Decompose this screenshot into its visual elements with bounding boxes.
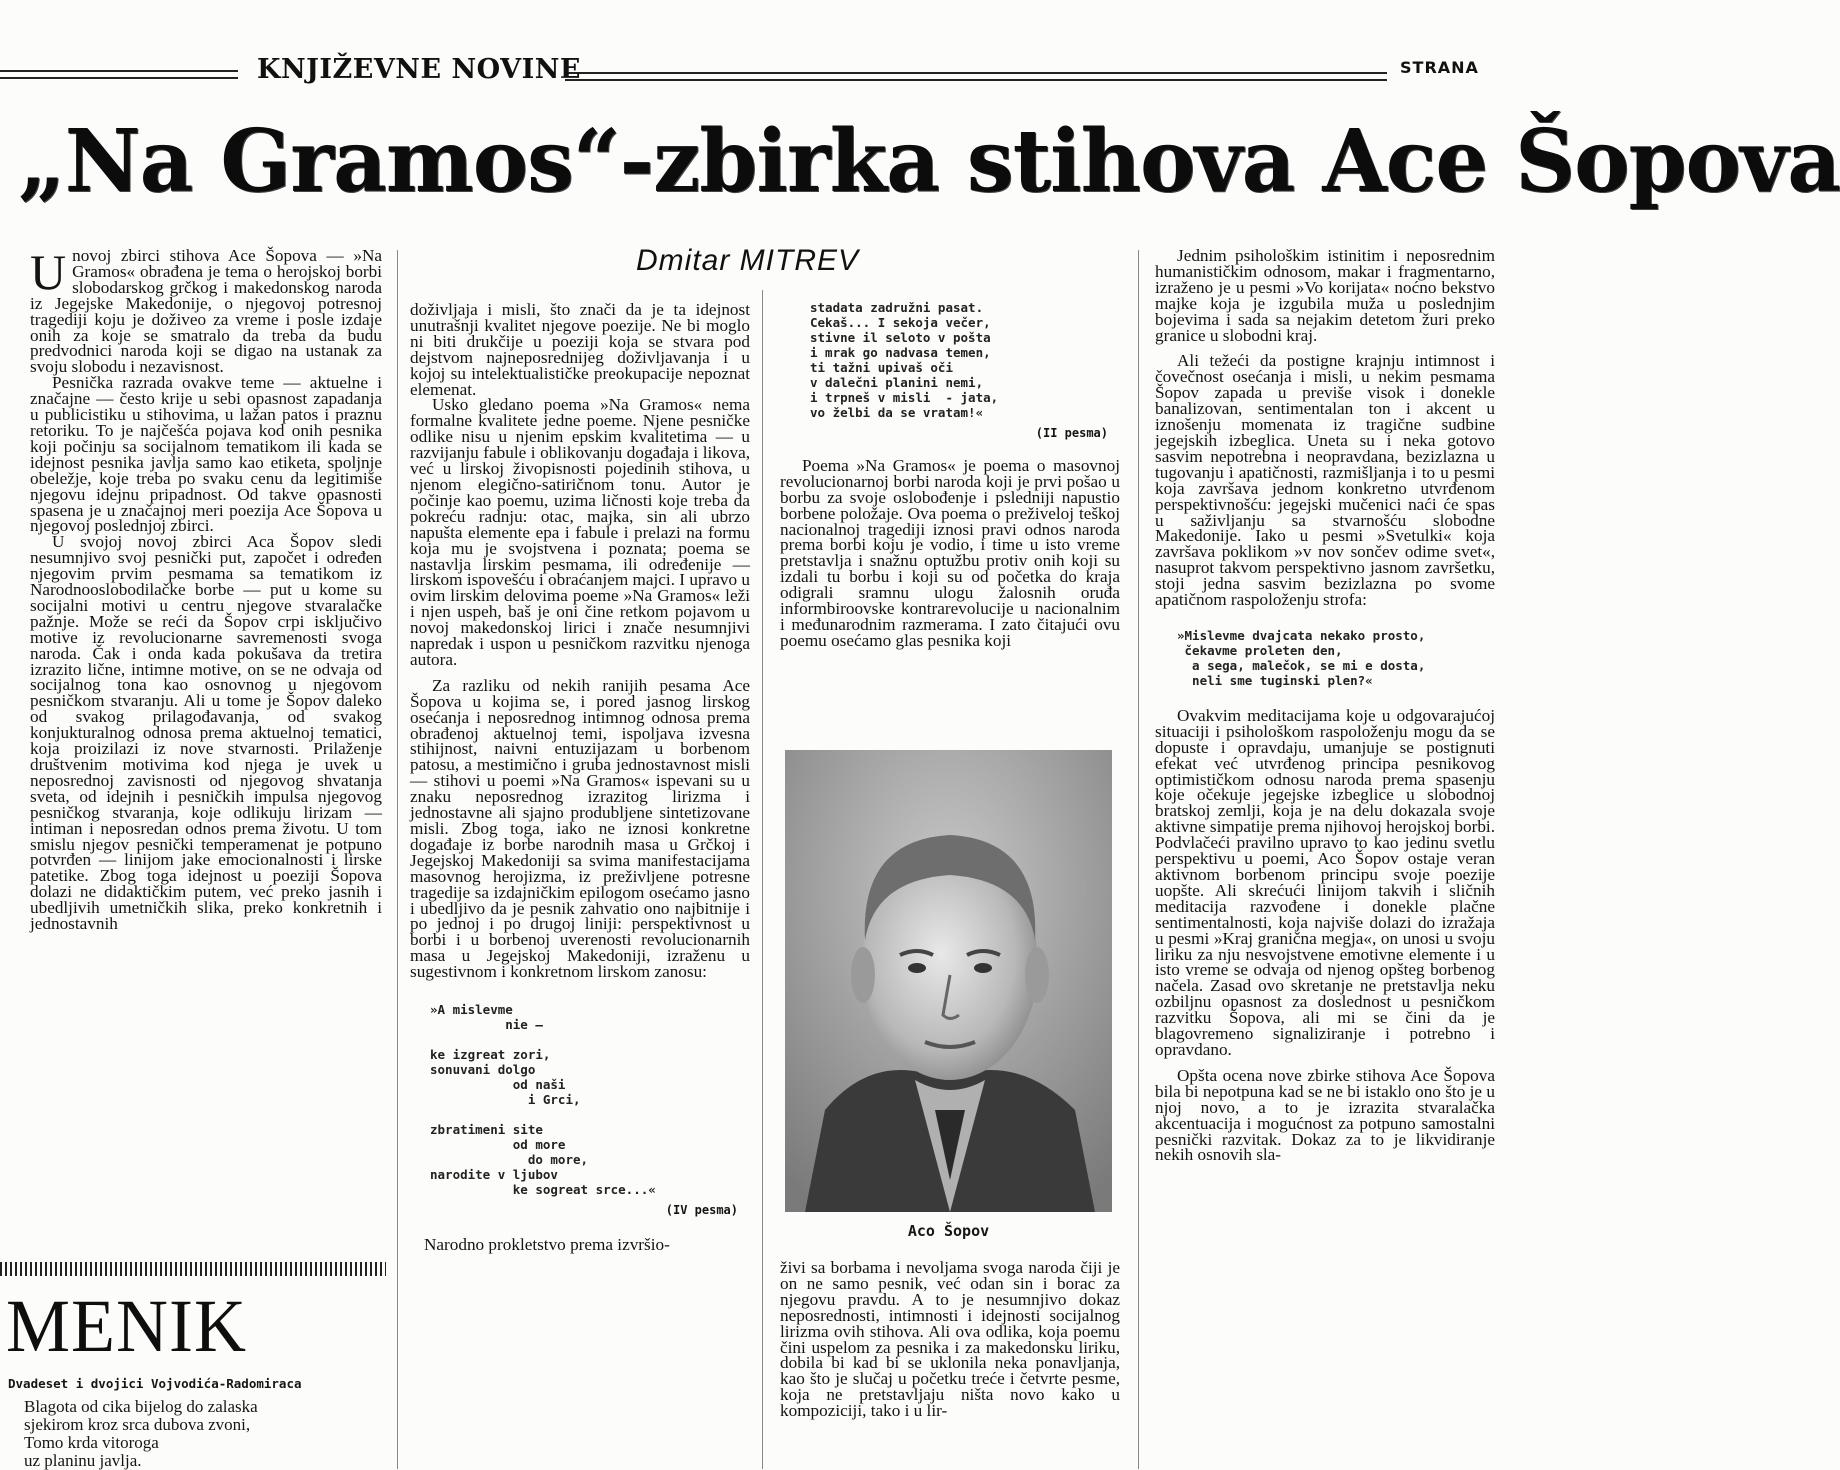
page-label: STRANA: [1400, 58, 1479, 77]
header-rule-left: [0, 70, 238, 79]
poem-line: Blagota od cika bijelog do zalaska: [24, 1397, 258, 1416]
article-paragraph: Ali težeći da postigne krajnju intimnost i čovečnost osećanja i misli, u nekim pesmama Šopov zapada u previše visok i donekle banalizovan, sentimentalan ton i akcent u iznošenju momenata iz tragične sudbine jegejskih izbeglica. Uneta su i neka gotovo sasvim nepotrebna i neopravdana, bezizlazna u tugovanju i apatičnosti, razmišljanja i to u pesmi koja završava jednom konkretno utvrđenom perspektivnošću: jegejski mučenici naći će spas u saživljanju sa stvarnošću slobodne Makedonije. Iako u pesmi »Svetulki« koja završava poklikom »v nov sončev odime svet«, nasuprot takvom perspektivno jasnom završetku, stoji jedna sasvim bezizlazna po svome apatičnom raspoloženju strofa:: [1155, 351, 1495, 610]
column-separator: [397, 250, 398, 1469]
article-paragraph: Narodno prokletstvo prema izvršio-: [424, 1234, 670, 1254]
poem-line: sjekirom kroz srca dubova zvoni,: [24, 1415, 251, 1434]
side-box-poem: [24, 1398, 384, 1470]
poem-source: (IV pesma): [665, 1203, 738, 1218]
article-column-3: [780, 300, 1120, 649]
side-box-subtitle: Dvadeset i dvojici Vojvodića-Radomiraca: [8, 1376, 302, 1391]
poem-line: Tomo krda vitoroga: [24, 1433, 159, 1452]
article-paragraph: [30, 244, 382, 377]
article-byline: Dmitar MITREV: [636, 244, 859, 277]
box-top-border: [0, 1262, 386, 1276]
article-column-2: [410, 302, 750, 1253]
poem-excerpt: »A mislevme nie — ke izgreat zori, sonuvani dolgo od naši i Grci, zbratimeni site od more do more, narodite v ljubov ke sogreat srce...«: [430, 1002, 656, 1198]
article-column-1: [30, 244, 382, 934]
masthead: KNJIŽEVNE NOVINE: [257, 54, 582, 85]
article-paragraph: Ovakvim meditacijama koje u odgovarajućoj situaciji i psihološkom raspoloženju mogu da se dopuste i opravdaju, umanjuje se postignuti efekat već utvrđenog principa pesnikovog optimističkom odnosu naroda prema spasenju koje očekuje jegejske izbeglice u slobodnoj bratskoj zemlji, koja je na delu dokazala svoje aktivne simpatije prema njihovoj herojskoj borbi. Podvlačeći pravilno upravo to kao jedinu svetlu perspektivu u poemi, Aco Šopov ostaje veran aktivnom borbenom principu svoje poezije uopšte. Ali skrećući linijom takvih i sličnih meditacija razvođene i donekle plačne sentimentalnosti, koja najviše dolazi do izražaja u pesmi »Kraj granična megja«, on unosi u svoju liriku za nju nesvojstvene emotivne elemente i u isto vreme se odvaja od njenog opšteg borbenog načela. Zasad ovo skretanje ne pretstavlja neku ozbiljnu opasnost za doslednost u pesničkom razvitku Šopova, ali mi se čini da je blagovremeno signaliziranje i potrebno i opravdano.: [1155, 705, 1495, 1059]
poem-source: (II pesma): [1035, 426, 1108, 440]
column-separator: [762, 290, 763, 1469]
paragraph-text: novoj zbirci stihova Ace Šopova — »Na Gramos« obrađena je tema o herojskoj borbi slobodarskog grčkog i makedonskog naroda iz Jegejske Makedonije, o njegovoj potresnoj tragediji koju je doživeo za vreme i posle izdaje onih za koje se smatralo da treba da budu predvodnici naroda koji se digao na ustanak za svoju slobodu i nezavisnost.: [30, 246, 382, 377]
article-paragraph: Za razliku od nekih ranijih pesama Ace Šopova u kojima se, i pored jasnog lirskog osećanja i neposrednog intimnog odnosa prema obrađenoj aktuelnoj temi, ispoljava izvesna stihijnost, naivni entuzijazam u borbenom patosu, a mestimično i gruba jednostavnost misli — stihovi u poemi »Na Gramos« ispevani su u znaku neposrednog izrazitog lirizma i jednostavne ali sjajno produbljene sintetizovane misli. Zbog toga, iako ne iznosi konkretne događaje iz borbe narodnih masa u Grčkoj i Jegejskoj Makedoniji sa svima manifestacijama masovnog herojizma, iz preživljene potresne tragedije sa izdajničkim epilogom osećamo jasno i ubedljivo da je pesnik zahvatio ono najbitnije i po jednoj i po drugoj liniji: perspektivnost u borbi i u borbenoj uverenosti revolucionarnih masa u Jegejskoj Makedoniji, izraženu u sugestivnom i konkretnom lirskom zanosu:: [410, 675, 750, 982]
header-rule-right: [565, 72, 1387, 81]
author-photo: [785, 750, 1112, 1212]
article-paragraph: Pesnička razrada ovakve teme — aktuelne i značajne — često krije u sebi opasnost zapadanja u publicistiku u stihovima, u lažan patos i praznu retoriku. To je najčešća pojava kod onih pesnika koji počinju sa socijalnom tematikom ili kada se idejnost pesnika javlja samo kao etiketa, spoljnje obeležje, koje treba po svaku cenu da legitimiše njegovu idejnu pripadnost. Od takve opasnosti spasena je u značajnoj meri poezija Ace Šopova u njegovoj poslednjoj zbirci.: [30, 373, 382, 536]
article-paragraph: doživljaja i misli, što znači da je ta idejnost unutrašnji kvalitet njegove poezije. Ne bi moglo ni biti drukčije u poeziji koja se stvara pod dejstvom najneposrednijeg doživljavanja i u kojoj su intelektualističke preokupacije nepoznat elemenat.: [410, 300, 750, 399]
poem-excerpt: stadata zadružni pasat. Cekaš... I sekoja večer, stivne il seloto v pošta i mrak go nadvasa temen, ti tažni upivaš oči v dalečni planini nemi, i trpneš v misli - jata, vo želbi da se vratam!«: [810, 300, 999, 420]
article-paragraph: U svojoj novoj zbirci Aca Šopov sledi nesumnjivo svoj pesnički put, započet i određen njegovim prvim pesmama sa tematikom iz Narodnooslobodilačke borbe — put u kome su socijalni motivi u centru njegove stvaralačke pažnje. Može se reći da Šopov crpi isključivo motive iz revolucionarne savremenosti svoga naroda. Čak i onda kada pokušava da tretira izrazito lične, intimne motive, on se ne odvaja od socijalnog tona kao osnovnog u njegovom pesničkom stvaranju. Ali u tome je Šopov daleko od svakog prilagođavanja, od svakog konjukturalnog odnosa prema aktuelnoj tematici, koja proizilazi iz nove stvarnosti. Prilaženje društvenim motivima kod njega je uvek u neposrednoj zavisnosti od njegovog shvatanja sveta, od idejnih i pesničkih impulsa njegovog pesničkog stvaranja, koje odlikuju lirizam — intiman i neposredan odnos prema životu. U tom smislu njegov pesnički temperamenat je potpuno potvrđen — linijom jake emocionalnosti i lirske patetike. Zbog toga idejnost u poeziji Šopova dolazi ne didaktičkim putem, već preko jasnih i ubedljivih umetničkih slika, preko konkretnih i jednostavnih: [30, 532, 382, 934]
article-paragraph: Jednim psihološkim istinitim i neposrednim humanističkim odnosom, makar i fragmentarno, izraženo je u pesmi »Vo korijata« noćno bekstvo majke koja je izgubila muža u poslednjim bojevima i sada sa nejakim detetom žuri preko granice u slobodni kraj.: [1155, 246, 1495, 345]
article-paragraph: Usko gledano poema »Na Gramos« nema formalne kvalitete jedne poeme. Njene pesničke odlike nisu u njenim epskim kvalitetima — u razvijanju fabule i oblikovanju događaja i likova, već u lirskoj živopisnosti pojedinih stihova, u njenom elegično-satiričnom tonu. Autor je počinje kao poemu, uzima ličnosti koje treba da pokreću radnju: otac, majka, sin ali ubrzo napušta elemente epa i fabule i prelazi na formu koja mu je svojstvena i poznata; poema se nastavlja lirskim pesmama, ili određenije — lirskom ispovešću i obraćanjem majci. I upravo u ovim lirskim delovima poeme »Na Gramos« leži i njen uspeh, baš je oni čine retkom pojavom u novoj makedonskoj lirici i znače nesumnjivi napredak i uspon u pesničkom razvitku njenoga autora.: [410, 395, 750, 669]
photo-caption: Aco Šopov: [907, 1222, 990, 1240]
article-paragraph: Opšta ocena nove zbirke stihova Ace Šopova bila bi nepotpuna kad se ne bi istaklo ono što je u njoj novo, a to je izrazita stvaralačka akcentuacija i mogućnost za potpuno samostalni pesnički razvitak. Dokaz za to je likvidiranje nekih osnovih sla-: [1155, 1065, 1495, 1165]
article-column-3-continued: [780, 1260, 1120, 1419]
poem-line: uz planinu javlja.: [24, 1451, 142, 1470]
column-separator: [1138, 250, 1139, 1469]
poem-excerpt: »Mislevme dvajcata nekako prosto, čekavme proleten den, a sega, malečok, se mi e dosta, neli sme tuginski plen?«: [1177, 627, 1426, 688]
article-paragraph: Poema »Na Gramos« je poema o masovnoj revolucionarnoj borbi naroda koji je prvi pošao u borbu za svoje oslobođenje i psledniji napustio borbene položaje. Ova poema o preživeloj teškoj nacionalnoj tragediji iznosi pravi odnos naroda prema borbi koju je vodio, i time u isto vreme pretstavlja i snažnu optužbu protiv onih koji su izdali tu borbu i koji su od početka do kraja odigrali sramnu ulogu žalosnih oruđa informbiroovske kontrarevolucije u nacionalnim i međunarodnim razmerama. I zato čitajući ovu poemu osećamo glas pesnika koji: [780, 455, 1120, 650]
article-paragraph: živi sa borbama i nevoljama svoga naroda čiji je on ne samo pesnik, već odan sin i borac za njegovu pravdu. A to je nesumnjivo dokaz neposrednosti, intimnosti i idejnosti socijalnog lirizma ovih stihova. Ali ova odlika, koja poemu čini uspelom za pesnika i za makedonsku liriku, dobila bi kad bi se uklonila neka ponavljanja, kao što je slučaj u početku treće i četvrte pesme, koja ne pretstavljaju ništa novo kako u kompoziciji, tako i u lir-: [780, 1258, 1120, 1421]
side-box-title: MENIK: [6, 1284, 247, 1368]
article-headline: „Na Gramos“-zbirka stihova Ace Šopova: [18, 111, 1840, 212]
portrait-image: [785, 750, 1112, 1212]
article-column-4: [1155, 248, 1495, 1163]
drop-cap: U: [30, 244, 67, 300]
